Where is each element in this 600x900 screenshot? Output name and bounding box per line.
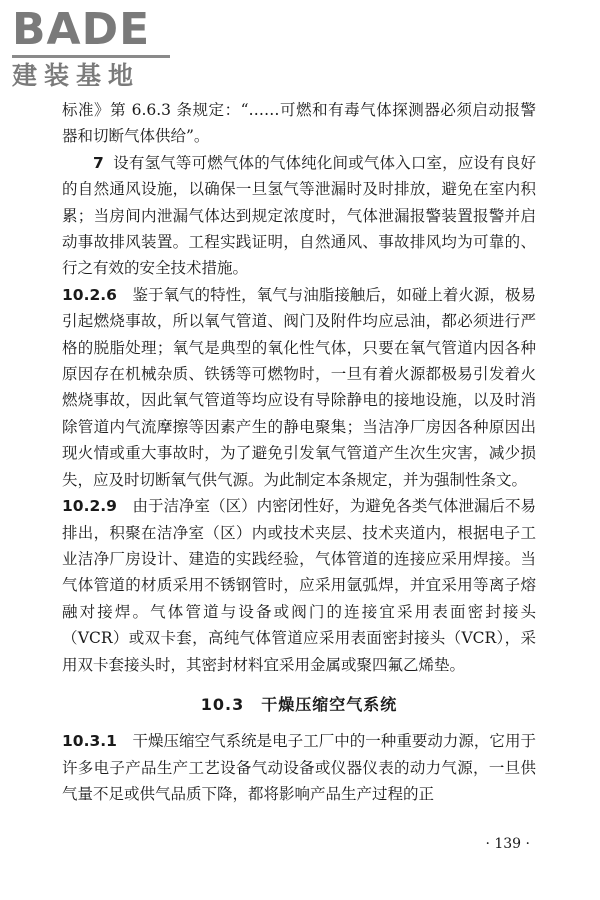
clause-number: 10.3.1 — [62, 732, 117, 751]
logo-subtitle: 建装基地 — [12, 61, 141, 90]
paragraph-standard-quote: 标准》第 6.6.3 条规定：“……可燃和有毒气体探测器必须启动报警器和切断气体供给”。 — [62, 101, 536, 146]
paragraph-item-7 — [62, 150, 536, 282]
item-number: 7 — [93, 153, 104, 172]
clause-number: 10.2.9 — [62, 497, 117, 516]
clause-10-3-1 — [62, 728, 536, 807]
logo-brand: BADE — [12, 4, 151, 55]
clause-number: 10.2.6 — [62, 285, 117, 304]
clause-10-2-9 — [62, 493, 536, 678]
clause-text: 鉴于氧气的特性，氧气与油脂接触后，如碰上着火源，极易引起燃烧事故，所以氧气管道、阀门及附件均应忌油，都必须进行严格的脱脂处理；氧气是典型的氧化性气体，只要在氧气管道内因各种原因存在机械杂质、铁锈等可燃物时，一旦有着火源都极易引发着火燃烧事故，因此氧气管道等均应设有导除静电的接地设施，以及时消除管道内气流摩擦等因素产生的静电聚集；当洁净厂房因各种原因出现火情或重大事故时，为了避免引发氧气管道产生次生灾害，减少损失，应及时切断氧气供气源。为此制定本条规定，并为强制性条文。 — [62, 285, 536, 489]
document-body — [62, 97, 536, 808]
clause-10-2-6 — [62, 282, 536, 493]
section-title: 10.3 干燥压缩空气系统 — [200, 694, 398, 714]
logo — [12, 6, 182, 90]
clause-text: 由于洁净室（区）内密闭性好，为避免各类气体泄漏后不易排出，积聚在洁净室（区）内或技术夹层、技术夹道内，根据电子工业洁净厂房设计、建造的实践经验，气体管道的连接应采用焊接。当气体管道的材质采用不锈钢管时，应采用氩弧焊，并宜采用等离子熔融对接焊。气体管道与设备或阀门的连接宜采用表面密封接头（VCR）或双卡套，高纯气体管道应采用表面密封接头（VCR），采用双卡套接头时，其密封材料宜采用金属或聚四氟乙烯垫。 — [62, 497, 536, 674]
page-number: · 139 · — [485, 836, 530, 852]
item-text: 设有氢气等可燃气体的气体纯化间或气体入口室，应设有良好的自然通风设施，以确保一旦氢气等泄漏时及时排放，避免在室内积累；当房间内泄漏气体达到规定浓度时，气体泄漏报警装置报警并启动事故排风装置。工程实践证明，自然通风、事故排风均为可靠的、行之有效的安全技术措施。 — [62, 153, 536, 278]
clause-text: 干燥压缩空气系统是电子工厂中的一种重要动力源，它用于许多电子产品生产工艺设备气动设备或仪器仪表的动力气源，一旦供气量不足或供气品质下降，都将影响产品生产过程的正 — [62, 732, 536, 804]
logo-divider — [12, 55, 170, 58]
